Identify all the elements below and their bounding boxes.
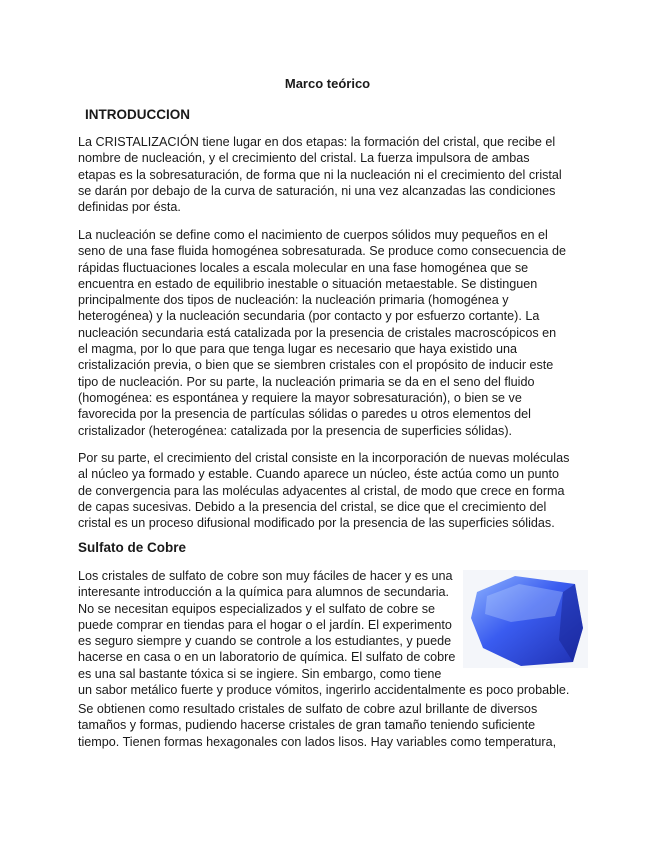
text-line: de convergencia para las moléculas adyacentes al cristal, de modo que crece en forma bbox=[78, 483, 565, 498]
text-line: seno de una fase fluida homogénea sobresaturada. Se produce como consecuencia de bbox=[78, 244, 566, 259]
text-line: cristal es un proceso difusional modificado por la presencia de las superficies sólidas. bbox=[78, 516, 555, 531]
text-line: heterogénea) y la nucleación secundaria (por contacto y por esfuerzo cortante). La bbox=[78, 309, 540, 324]
text-line: Los cristales de sulfato de cobre son muy fáciles de hacer y es una bbox=[78, 569, 453, 583]
text-line: principalmente dos tipos de nucleación: la nucleación primaria (homogénea y bbox=[78, 293, 509, 308]
text-line: encuentra en estado de equilibrio inestable o situación metaestable. Se distinguen bbox=[78, 276, 538, 291]
text-line: tipo de nucleación. Por su parte, la nucleación primaria se da en el seno del fluido bbox=[78, 374, 535, 389]
text-line: (homogénea: es espontánea y requiere la mayor sobresaturación), o bien se ve bbox=[78, 390, 522, 405]
copper-sulfate-crystal-image bbox=[463, 570, 588, 668]
text-line: al núcleo ya formado y estable. Cuando aparece un núcleo, éste actúa como un punto bbox=[78, 467, 559, 482]
text-line: tiempo. Tienen formas hexagonales con lados lisos. Hay variables como temperatura, bbox=[78, 734, 557, 749]
paragraph-crystallization bbox=[78, 134, 578, 215]
text-line: nucleación secundaria está catalizada por la presencia de cristales macroscópicos en bbox=[78, 325, 557, 340]
paragraph-nucleation bbox=[78, 227, 578, 439]
text-line: definidas por ésta. bbox=[78, 200, 181, 215]
copper-sulfate-heading: Sulfato de Cobre bbox=[78, 540, 187, 555]
text-line: nombre de nucleación, y el crecimiento del cristal. La fuerza impulsora de ambas bbox=[78, 151, 530, 166]
text-line: etapas es la sobresaturación, de forma que ni la nucleación ni el crecimiento del cristal bbox=[78, 167, 562, 182]
text-line: es una sal bastante tóxica si se ingiere. Sin embargo, como tiene bbox=[78, 666, 442, 681]
paragraph-crystal-results bbox=[78, 701, 578, 750]
page-title: Marco teórico bbox=[284, 76, 371, 91]
text-line: tamaños y formas, pudiendo hacerse cristales de gran tamaño teniendo suficiente bbox=[78, 718, 536, 733]
introduction-heading: INTRODUCCION bbox=[85, 107, 190, 122]
paragraph-crystal-growth bbox=[78, 450, 578, 531]
text-line: Se obtienen como resultado cristales de sulfato de cobre azul brillante de diversos bbox=[78, 702, 538, 716]
text-line: el magma, por lo que para que tenga lugar es necesario que haya existido una bbox=[78, 342, 517, 357]
text-line: cristalizador (heterogénea: catalizada por la presencia de superficies sólidas). bbox=[78, 423, 513, 438]
text-line: rápidas fluctuaciones locales a escala molecular en una fase homogénea que se bbox=[78, 260, 529, 275]
text-line: cristalización previa, o bien que se siembren cristales con el propósito de inducir este bbox=[78, 358, 554, 373]
text-line: hacerse en casa o en un laboratorio de química. El sulfato de cobre bbox=[78, 650, 456, 665]
text-line: puede comprar en tiendas para el hogar o el jardín. El experimento bbox=[78, 617, 452, 632]
text-line: No se necesitan equipos especializados y el sulfato de cobre se bbox=[78, 601, 436, 616]
text-line: un sabor metálico fuerte y produce vómitos, ingerirlo accidentalmente es poco probable. bbox=[78, 683, 570, 698]
text-line: de capas sucesivas. Debido a la presencia del cristal, se dice que el crecimiento del bbox=[78, 499, 547, 514]
text-line: La CRISTALIZACIÓN tiene lugar en dos etapas: la formación del cristal, que recibe el bbox=[78, 135, 556, 149]
text-line: favorecida por la presencia de partículas sólidas o paredes u otros elementos del bbox=[78, 407, 531, 422]
text-line: La nucleación se define como el nacimiento de cuerpos sólidos muy pequeños en el bbox=[78, 228, 548, 242]
text-line: es seguro siempre y cuando se controle a los estudiantes, y puede bbox=[78, 634, 452, 649]
text-line: interesante introducción a la química para alumnos de secundaria. bbox=[78, 585, 450, 600]
text-line: Por su parte, el crecimiento del cristal consiste en la incorporación de nuevas moléculas bbox=[78, 451, 570, 465]
text-line: se darán por debajo de la curva de saturación, ni una vez alcanzadas las condiciones bbox=[78, 183, 556, 198]
